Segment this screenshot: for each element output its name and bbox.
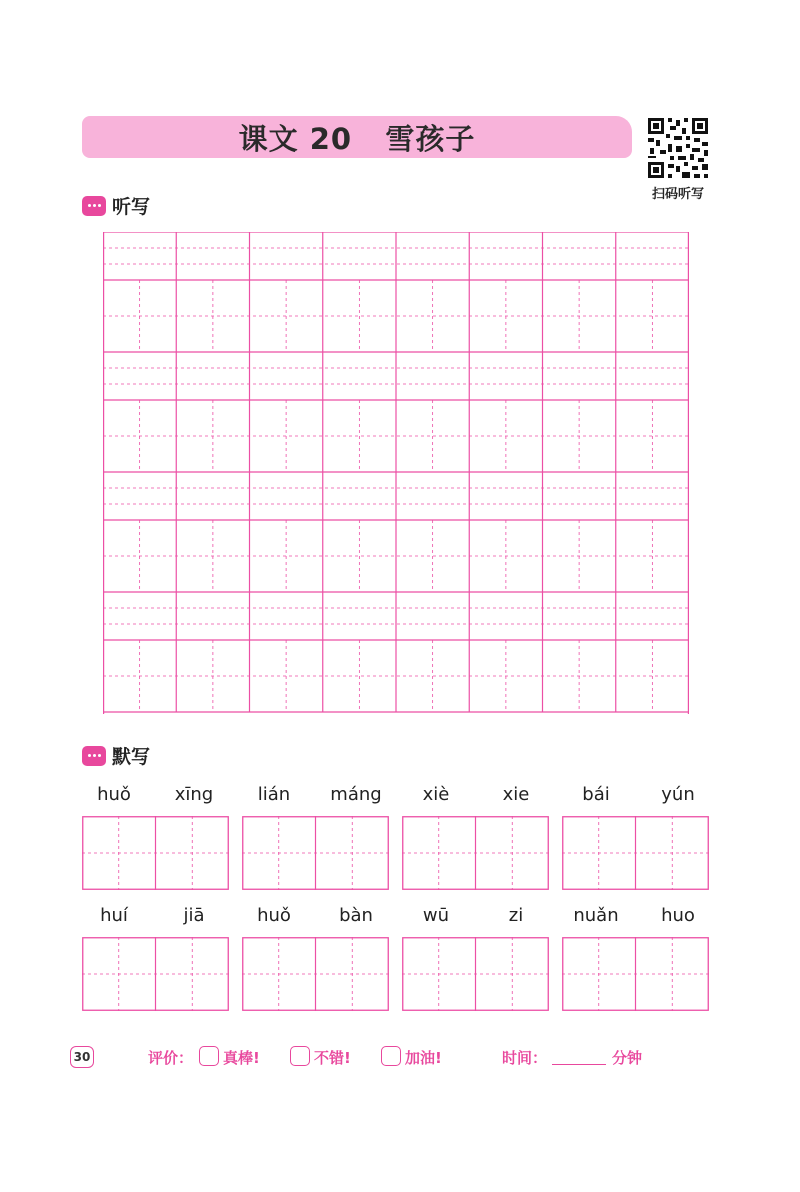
- time-input[interactable]: [552, 1064, 606, 1065]
- time-label: 时间：: [502, 1049, 548, 1067]
- qr-caption: 扫码听写: [651, 187, 704, 202]
- section-memory: [82, 742, 150, 769]
- word-box[interactable]: [562, 937, 709, 1011]
- time-unit: 分钟: [612, 1049, 643, 1067]
- page-number: 30: [70, 1046, 94, 1068]
- pinyin: jiā: [183, 905, 205, 926]
- qr-code-icon[interactable]: [646, 116, 710, 180]
- word-box[interactable]: [242, 937, 389, 1011]
- pinyin: huǒ: [257, 905, 291, 926]
- page-title: 课文 20 雪孩子: [238, 121, 476, 156]
- pinyin-row-2: [82, 905, 710, 929]
- word-box[interactable]: [82, 937, 229, 1011]
- pinyin: xiè: [422, 784, 450, 805]
- section-dictation: [82, 192, 150, 219]
- rating-checkbox[interactable]: [290, 1046, 310, 1066]
- rating-checkbox[interactable]: [381, 1046, 401, 1066]
- word-box[interactable]: [562, 816, 709, 890]
- pinyin: wū: [422, 905, 450, 926]
- rating-option: 真棒!: [223, 1049, 260, 1067]
- section-dictation-label: 听写: [112, 196, 151, 218]
- pinyin: lián: [257, 784, 291, 805]
- pinyin: huí: [100, 905, 128, 926]
- pinyin: xīng: [174, 784, 214, 805]
- pinyin: huǒ: [97, 784, 131, 805]
- pinyin-row-1: [82, 784, 710, 808]
- dots-icon: [82, 196, 106, 216]
- rating-checkbox[interactable]: [199, 1046, 219, 1066]
- dictation-grid[interactable]: [103, 232, 689, 714]
- pinyin: bàn: [339, 905, 373, 926]
- rating-label: 评价：: [148, 1049, 194, 1067]
- pinyin: máng: [330, 784, 382, 805]
- rating-option: 不错!: [314, 1049, 351, 1067]
- pinyin: bái: [582, 784, 610, 805]
- dots-icon: [82, 746, 106, 766]
- word-box[interactable]: [242, 816, 389, 890]
- word-box[interactable]: [402, 816, 549, 890]
- pinyin: huo: [661, 905, 695, 926]
- section-memory-label: 默写: [112, 746, 151, 768]
- title-bar: [82, 116, 632, 158]
- pinyin: xie: [502, 784, 530, 805]
- word-box[interactable]: [82, 816, 229, 890]
- footer: [70, 1044, 750, 1072]
- pinyin: yún: [661, 784, 695, 805]
- pinyin: zi: [508, 905, 524, 926]
- word-box[interactable]: [402, 937, 549, 1011]
- pinyin: nuǎn: [573, 905, 619, 926]
- rating-option: 加油!: [405, 1049, 442, 1067]
